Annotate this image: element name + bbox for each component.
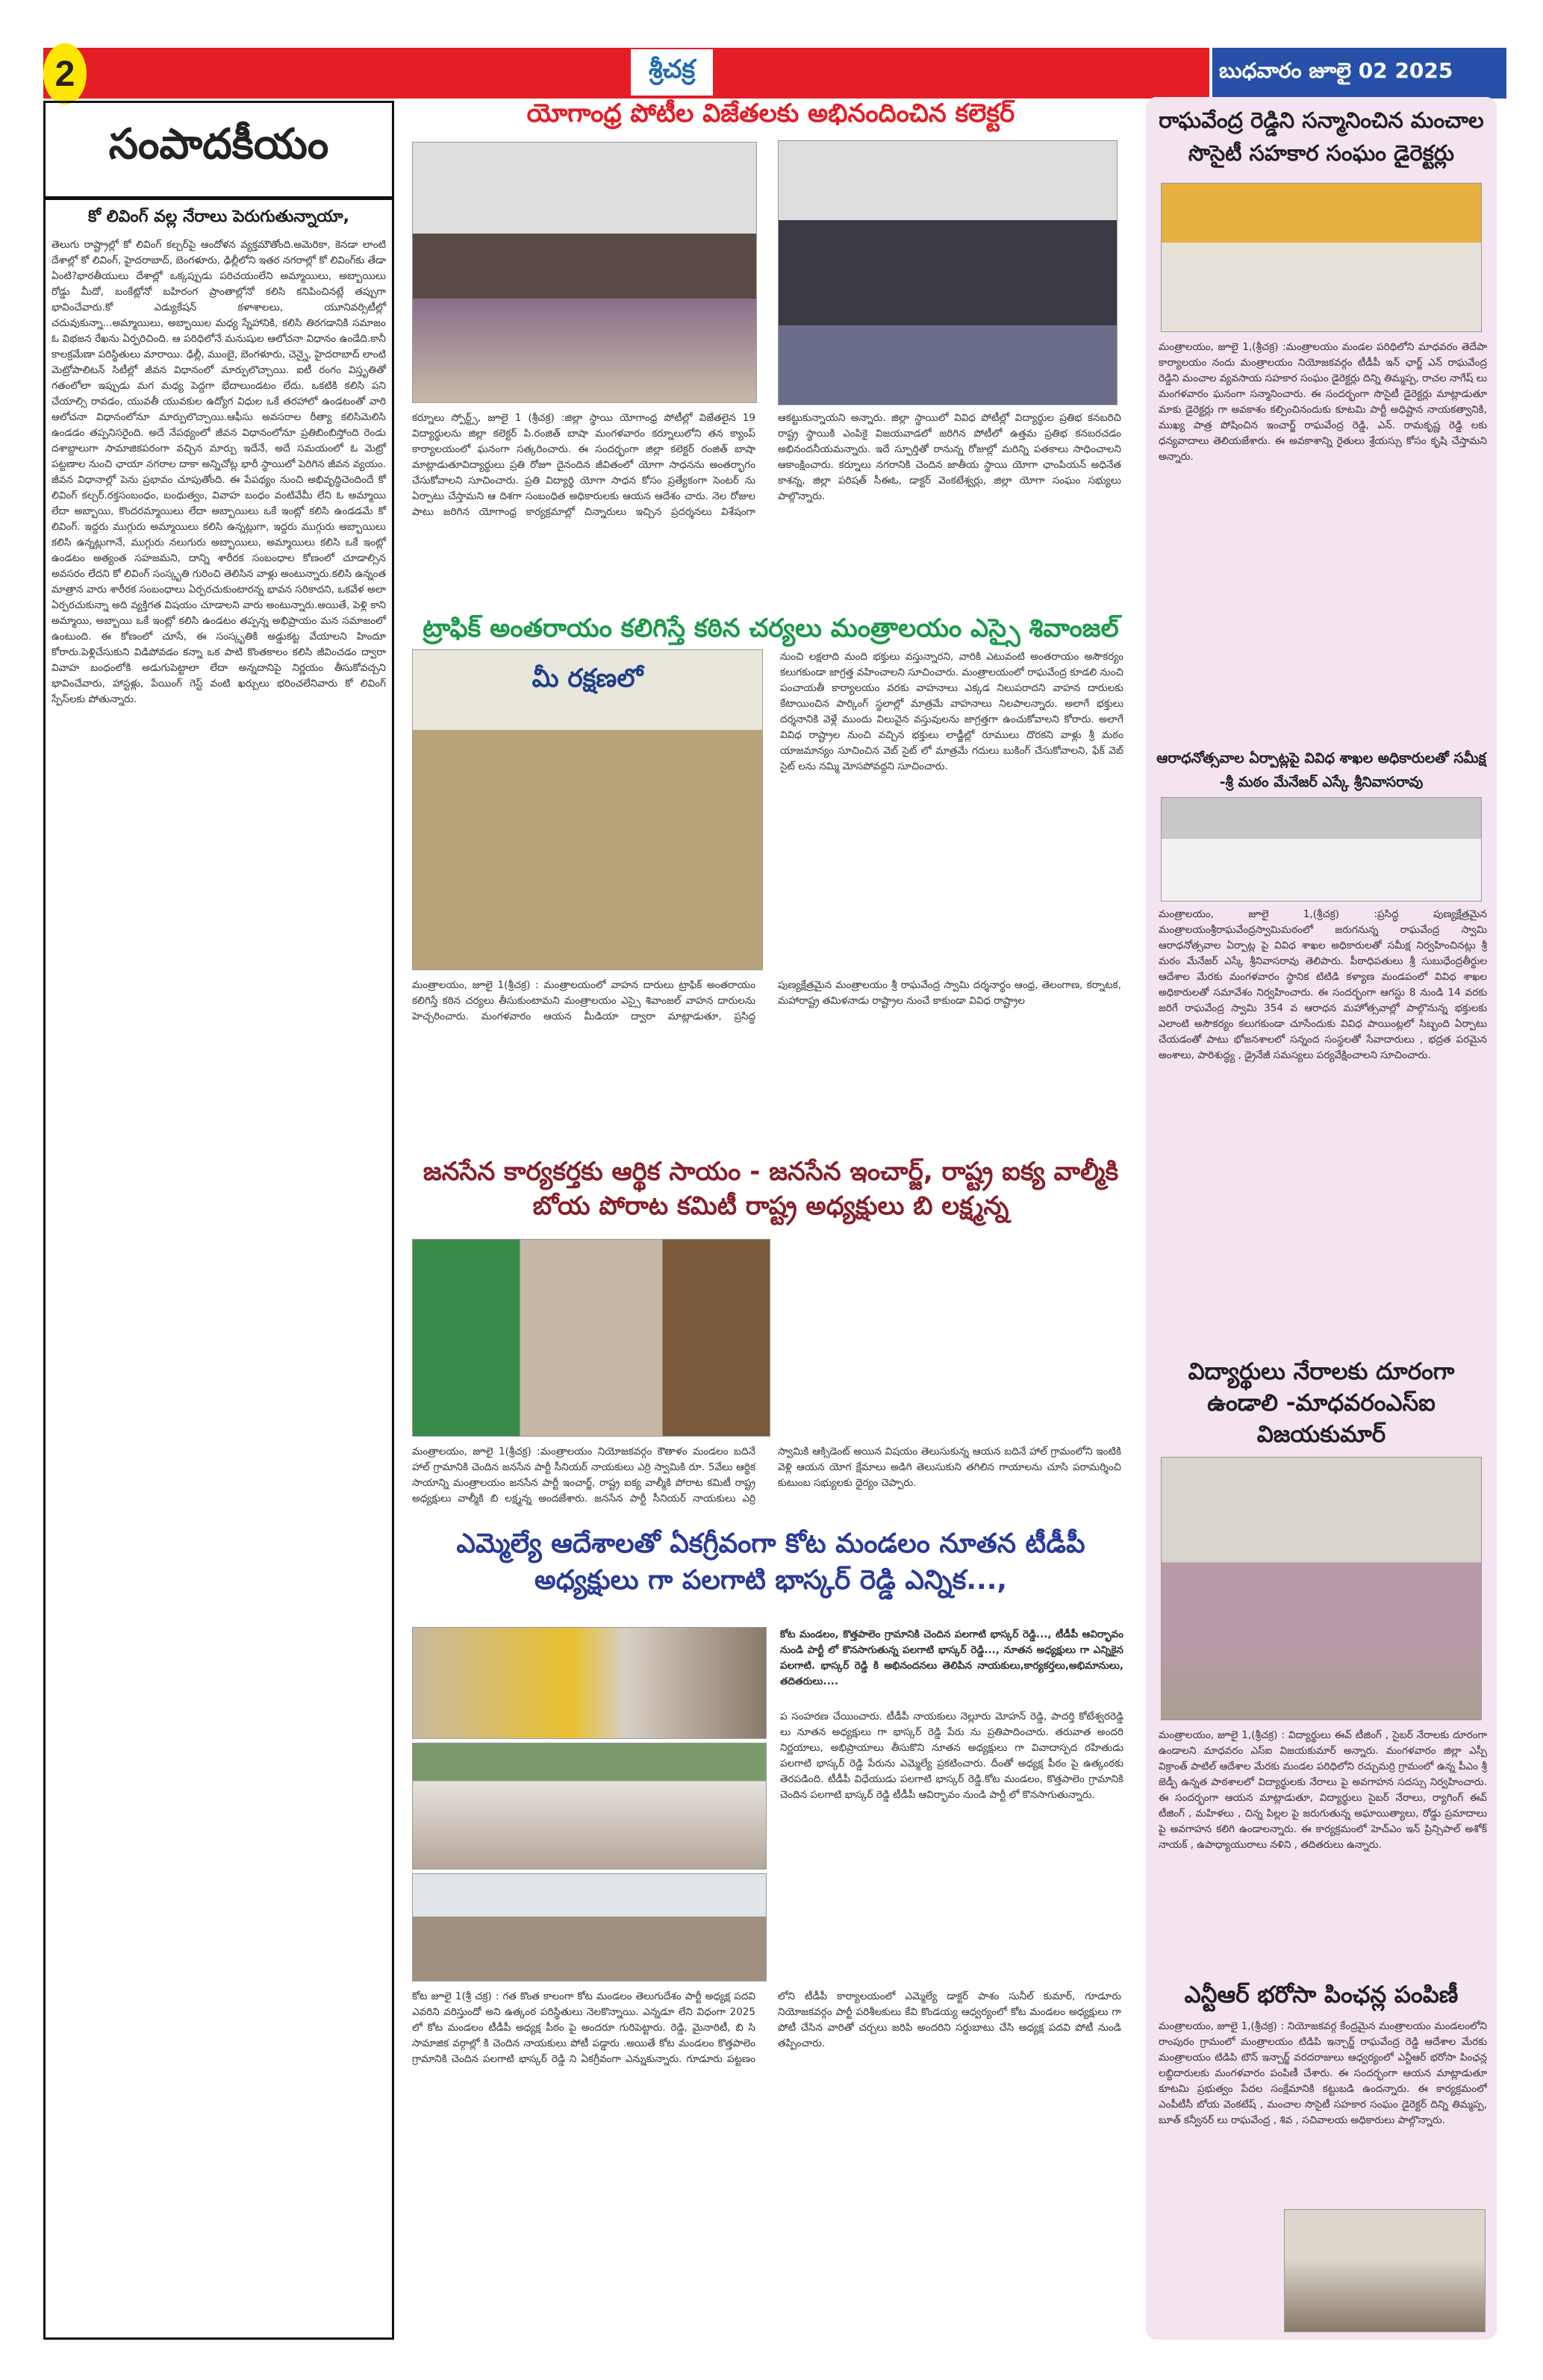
issue-date: బుధవారం జూలై 02 2025 — [1219, 58, 1453, 83]
editorial-headline: కో లివింగ్ వల్ల నేరాలు పెరుగుతున్నాయా, — [88, 207, 349, 226]
tdp-body-bottom: కోట జూలై 1(శ్రీ చక్ర) : గత కొంత కాలంగా కోట మండలం తెలుగుదేశం పార్టీ అధ్యక్ష పదవి ఎవరిని వరిస్తుందో అని ఉత్కంఠ పరిస్థితులు నెలకొన్నాయి. ఎన్నడూ లేని విధంగా 2025 లో కోట మండలం టీడీపీ అధ్యక్ష పీఠం పై అందరూ గురిపెట్టారు. రెడ్డి, మైనారిటీ, బి సి సామాజిక వర్గాల్లో కి చెందిన నాయకులు పోటీ పడ్డారు .అయితే కోట మండలం కొత్తపాలెం గ్రామానికి చెందిన పలగాటి భాస్కర్ రెడ్డి ని ఏకగ్రీవంగా ఎన్నుకున్నారు. గూడూరు పట్టణం లోని టీడీపీ కార్యాలయంలో ఎమ్మెల్యే డాక్టర్ పాశం సునీల్ కుమార్, గూడూరు నియోజకవర్గం పార్టీ పరిశీలకులు కేవి కొండయ్య ఆధ్వర్యంలో కోట మండలం అధ్యక్షులు గా పోటీ చేసిన వారితో చర్చలు జరిపి అందరిని సర్దుబాటు చేసి అధ్యక్ష పదవి పోటీ నుండి తప్పించారు. — [412, 1990, 1121, 2065]
traffic-body-bottom: మంత్రాలయం, జూలై 1(శ్రీచక్ర) : మంత్రాలయంలో వాహన దారులు ట్రాఫిక్ అంతరాయం కలిగిస్తే కఠిన చర్యలు తీసుకుంటామని మంత్రాలయం ఎస్సై శివాంజల్ వాహన దారులను హెచ్చరించారు. మంగళవారం ఆయన మీడియా ద్వారా మాట్లాడుతూ, ప్రసిద్ధ పుణ్యక్షేత్రమైన మంత్రాలయం శ్రీ రాఘవేంద్ర స్వామి దర్శనార్థం ఆంధ్ర, తెలంగాణ, కర్నాటక, మహారాష్ట్ర తమిళనాడు రాష్ట్రాల నుంచే కాకుండా వివిధ రాష్ట్రాల — [412, 979, 1121, 1022]
story3-photo — [1161, 1457, 1482, 1720]
story2-body: మంత్రాలయం, జూలై 1,(శ్రీచక్ర) :ప్రసిద్ధ పుణ్యక్షేత్రమైన మంత్రాలయంశ్రీరాఘవేంద్రస్వామిమఠంలో జరుగనున్న రాఘవేంద్ర స్వామి ఆరాధనోత్సవాల ఏర్పాట్ల పై వివిధ శాఖల అధికారులతో సమీక్ష నిర్వహించినట్లు శ్రీ మఠం మేనేజర్ ఎస్కే శ్రీనివాసరావు తెలిపారు. పీఠాధిపతులు శ్రీ సుబుధేంద్రతీర్థుల ఆదేశాల మేరకు మంగళవారం స్థానిక టిటిడి కళ్యాణ మండపంలో వివిధ శాఖల అధికారులతో సమావేశం నిర్వహించారు. ఈ సందర్భంగా ఆగస్టు 8 నుండి 14 వరకు జరిగే రాఘవేంద్ర స్వామి 354 వ ఆరాధన మహోత్సవాల్లో పాల్గొనున్న భక్తులకు ఎలాంటి అసౌకర్యం కలుగకుండా చూసేందుకు వివిధ పాయింట్లలో సిబ్బంది ఏర్పాటు చేయడంతో పాటు భోజనశాలలో సన్నంద సంస్థలతో సేవాదారులు , భద్రత పరమైన అంశాలు, పారిశుద్ధ్య , డ్రైనేజీ సమస్యలు పర్యవేక్షించాలని సూచించారు. — [1159, 908, 1487, 1061]
story4-photo — [1284, 2209, 1486, 2332]
story2-photo — [1161, 797, 1482, 902]
tdp-lead: కోట మండలం, కొత్తపాలెం గ్రామానికి చెందిన పలగాటి భాస్కర్ రెడ్డి..., టీడీపీ ఆవిర్భావం నుండి పార్టీ లో కొనసాగుతున్న పలగాటి భాస్కర్ రెడ్డి..., నూతన అధ్యక్షులు గా ఎన్నికైన పలగాటి. భాస్కర్ రెడ్డి కి అభినందనలు తెలిపిన నాయకులు,కార్యకర్తలు,అభిమానులు, తదితరులు.... — [780, 1628, 1123, 1687]
photo-sign-text: మీ రక్షణలో — [532, 663, 643, 693]
editorial-title: సంపాదకీయం — [46, 103, 392, 200]
traffic-si-photo — [412, 649, 763, 970]
janasena-photo — [412, 1239, 770, 1437]
tdp-body-right: ప సంహరణ చేయించారు. టీడీపీ నాయకులు నెల్లూరు మోహన్ రెడ్డి, పాదర్తి కోటేశ్వరరెడ్డి లు నూతన అధ్యక్షులు గా భాస్కర్ రెడ్డి పేరు ను ప్రతిపాదించారు. తరువాత అందరి నిర్ణయాలు, అభిప్రాయాలు తీసుకొని నూతన అధ్యక్షులు గా వివాదాస్పద రహితుడు పలగాటి భాస్కర్ రెడ్డి పేరును ఎమ్మెల్యే ప్రకటించారు. దీంతో అధ్యక్ష పీఠం పై ఉత్కంఠకు తెరపడింది. టీడీపీ విధేయుడు పలగాటి భాస్కర్ రెడ్డి.కోట మండలం, కొత్తపాలెం గ్రామానికి చెందిన పలగాటి భాస్కర్ రెడ్డి టీడీపీ ఆవిర్భావం నుండి పార్టీ లో కొనసాగుతున్నారు. — [780, 1711, 1123, 1801]
story1-headline: రాఘవేంద్ర రెడ్డిని సన్మానించిన మంచాల సొసైటీ సహకార సంఘం డైరెక్టర్లు — [1159, 107, 1484, 166]
janasena-headline: జనసేన కార్యకర్తకు ఆర్థిక సాయం - జనసేన ఇంచార్జ్, రాష్ట్ర ఐక్య వాల్మీకి బోయ పోరాట కమిటీ రాష్ట్ర అధ్యక్షులు బి లక్ష్మన్న — [423, 1157, 1119, 1221]
yoga-headline: యోగాంధ్ర పోటీల విజేతలకు అభినందించిన కలెక్టర్ — [526, 99, 1015, 128]
yoga-photo-1 — [412, 142, 757, 403]
editorial-column — [43, 101, 394, 2340]
yoga-body: కర్నూలు స్పోర్ట్స్, జూలై 1 (శ్రీచక్ర) :జిల్లా స్థాయి యోగాంధ్ర పోటీల్లో విజేతలైన 19 విద్యార్థులను జిల్లా కలెక్టర్ పి.రంజిత్ బాషా మంగళవారం కర్నూలులోని తన క్యాంప్ కార్యాలయంలో ఘనంగా సత్కరించారు. ఈ సందర్భంగా జిల్లా కలెక్టర్ రంజిత్ బాషా మాట్లాడుతూవిద్యార్థులు ప్రతి రోజూ దైనందిన జీవితంలో యోగా సాధనను అంతర్భాగం చేసుకోవాలని సూచించారు. ప్రతి విద్యార్థి యోగా సాధన కోసం ప్రత్యేకంగా సెంటర్ ను ఏర్పాటు చేస్తామని ఆ దిశగా సంబంధిత అధికారులకు ఆయన ఆదేశం చారు. నెల రోజుల పాటు జరిగిన యోగాంధ్ర కార్యక్రమాల్లో చిన్నారులు ఇచ్చిన ప్రదర్శనలు విశేషంగా ఆకట్టుకున్నాయని అన్నారు. జిల్లా స్థాయిలో వివిధ పోటీల్లో విద్యార్థుల ప్రతిభ కనబరిచి రాష్ట్ర స్థాయికి ఎంపికై విజయవాడలో జరిగిన పోటీలో ఉత్తమ ప్రతిభ కనబరచడం అభినందనీయమన్నారు. ఇదే స్ఫూర్తితో రానున్న రోజుల్లో మరిన్ని పతకాలు సాధించాలని ఆకాంక్షించారు. కర్నూలు నగరానికి చెందిన జాతీయ స్థాయి యోగా ఛాంపియన్ అధినేత కాశన్న, జిల్లా పరిషత్ సీఈఓ, డాక్టర్ వెంకటేశ్వర్లు, జిల్లా యోగా సంఘం సభ్యులు పాల్గొన్నారు. — [412, 412, 1121, 518]
janasena-body: మంత్రాలయం, జూలై 1(శ్రీచక్ర) :మంత్రాలయం నియోజకవర్గం కౌతాళం మండలం బదినే హాల్ గ్రామానికి చెందిన జనసేన పార్టీ సీనియర్ నాయకులు ఎర్రి స్వామికి రూ. 5వేలు ఆర్థిక సాయాన్ని మంత్రాలయం జనసేన పార్టీ ఇంచార్జ్, రాష్ట్ర ఐక్య వాల్మీకి పోరాట కమిటీ రాష్ట్ర అధ్యక్షులు వాల్మీకి బి లక్ష్మన్న అందజేశారు. జనసేన పార్టీ సీనియర్ నాయకులు ఎర్రి స్వామికి ఆక్సిడెంట్ అయిన విషయం తెలుసుకున్న ఆయన బదినే హాల్ గ్రామంలోని ఇంటికి వెళ్లి ఆయన యోగ క్షేమాలు అడిగి తెలుసుకుని తగిలిన గాయాలను చూసి పరామర్శించి కుటుంబ సభ్యులకు ధైర్యం చెప్పారు. — [412, 1446, 1121, 1505]
editorial-body: తెలుగు రాష్ట్రాల్లో కో లివింగ్ కల్చర్‌పై ఆందోళన వ్యక్తమౌతోంది.అమెరికా, కెనడా లాంటి దేశాల్లో కో లివింగ్, హైదరాబాద్, బెంగళూరు, ఢిల్లీలోని ఇతర నగరాల్లో కో లివింగ్‌కు తేడా ఏంటి?భారతీయులు దేశాల్లో ఒక్కప్పుడు పరిచయంలేని అమ్మాయిలు, అబ్బాయిలు రోడ్డు మీదో, బంకేట్లోనో బహిరంగ ప్రాంతాల్లోనో కలిసి కనిపించినట్లే తప్పుగా భావించేవారు.కో ఎడ్యుకేషన్ కళాశాలలు, యూనివర్సిటీల్లో చదువుకున్నా...అమ్మాయిలు, అబ్బాయిల మధ్య స్నేహానికి, కలిసి తిరగడానికి సమాజం ఓ విభజన రేఖను ఏర్పరిచింది. ఆ పరిధిలోనే మనుషుల ఆలోచనా విధానం ఉండేది.కానీ కాలక్రమేణా పరిస్థితులు మారాయి. ఢిల్లీ, ముంబై, బెంగళూరు, చెన్నై, హైదరాబాద్ లాంటి మెట్రోపాలిటన్ సిటీల్లో జీవన విధానంలో మార్పులొచ్చాయి. ఐటీ రంగం విస్తృతితో గతంలోలా ఇప్పుడు మగ మధ్య పెద్దగా భేదాలుండటం లేదు. ఒకటికి కలిసి పని చేయాల్సి రావడం, యువతీ యువకుల ఉద్యోగ విధుల ఒకే తరహాలో ఉండటంతో వారి ఆలోచనా విధానంలోనూ మార్పులొచ్చాయి.ఆఫీసు అవసరాల రీత్యా కలిసిమెలిసి ఉండడం తప్పనిసరైంది. అదే నేపథ్యంలో జీవన విధానంలోనూ ప్రతిబింబిస్తోంది రెండు దశాబ్దాలుగా సామాజికపరంగా వచ్చిన మార్పు ఇదేనే, అదే సమయంలో ఓ మెట్రో పట్టణాల నుంచి ఛాయా నగరాల దాకా అన్నిచోట్ల భారీ స్థాయిలో పెరిగిన జీవన వ్యయం. జీవన విధానాల్లో పెను ప్రభావం చూపుతోంది. ఈ పేపథ్యం నుంచి అభివృద్ధిచెందిందే కో లివింగ్ కల్చర్.రక్తసంబంధం, బంధుత్వం, వివాహ బంధం వంటివేమీ లేని ఓ అమ్మాయి లేదా అబ్బాయి, కొందరమ్మాయిలు లేదా అబ్బాయిలు ఒకే ఇంట్లో కలిసి ఉండడమే కో లివింగ్. ఇద్దరు ముగ్గురు అమ్మాయిలు కలిసి ఉన్నట్లుగా, ఇద్దరు ముగ్గురు అబ్బాయిలు కలిసి ఉన్నట్లుగానే, ముగ్గురు నలుగురు అబ్బాయిలు, అమ్మాయిలు కలిసి ఒకే ఇంట్లో ఉండటం అత్యంత సహజమని, దాన్ని శారీరక సంబంధాల కోణంలో చూడాల్సిన అవసరం లేదని కో లివింగ్ సంస్కృతి గురించి తెలిసిన వాళ్లు అంటున్నారు.కలిసి ఉన్నంత మాత్రాన వారు శారీరక సంబంధాలు ఏర్పరచుకుంటారన్న భావన సరికాదని, ఒకవేళ అలా ఏర్పరచుకున్నా అది వ్యక్తిగత విషయం చూడాలని వారు అంటున్నారు.అయితే, పెళ్లి కాని అమ్మాయి, అబ్బాయి ఒకే ఇంట్లో కలిసి ఉండటం తప్పన్న అభిప్రాయం మన సమాజంలో ఉంటుంది. ఈ కోణంలో చూసే, ఈ సంస్కృతికి అడ్డుకట్ట వేయాలని హిందూ కోరారు.పెళ్లిచేసుకుని విడిపోవడం కన్నా ఒక పాటి కొంతకాలం కలిసి జీవించడం ద్వారా వివాహ బంధంలోకి అడుగుపెట్టాలా లేదా అన్నదానిపై నిర్ణయం తీసుకోవచ్చని భావించేవారు, హాస్టళ్లు, పేయింగ్ గెస్ట్ వంటి ఖర్చులు భరించలేనివారు కో లివింగ్ స్పేస్‌లకు పోతున్నారు. — [52, 239, 387, 705]
story3-block — [1153, 1357, 1489, 1720]
page-number: 2 — [43, 43, 87, 104]
story3-headline: విద్యార్థులు నేరాలకు దూరంగా ఉండాలి -మాధవరంఎస్ఐ విజయకుమార్ — [1188, 1358, 1455, 1448]
story3-body: మంత్రాలయం, జూలై 1,(శ్రీచక్ర) : విద్యార్థులు ఈవ్ టీజింగ్ , సైబర్ నేరాలకు దూరంగా ఉండాలని మాధవరం ఎస్ఐ విజయకుమార్ అన్నారు. మంగళవారం జిల్లా ఎస్పీ విక్రాంత్ పాటిల్ ఆదేశాల మేరకు మండల పరిధిలోని రచ్చుమర్రి గ్రామంలో ఉన్న పీఎం శ్రీ జెడ్పీ ఉన్నత పాఠశాలలో విద్యార్థులకు నేరాలు పై అవగాహన సదస్సు నిర్వహించారు. ఈ సందర్భంగా ఆయన మాట్లాడుతూ, విద్యార్థులు సైబర్ నేరాలు, ర్యాగింగ్ ఈవ్ టీజింగ్ , మహిళలు , చిన్న పిల్లల పై జరుగుతున్న అఘాయిత్యాలు, రోడ్డు ప్రమాదాలు పై అవగాహన కలిగి ఉండాలన్నారు. ఈ కార్యక్రమంలో హెచ్ఎం ఇన్ ప్రిన్సిపాల్ అశోక్ నాయక్ , ఉపాధ్యాయురాలు నళిని , తదితరులు ఉన్నారు. — [1159, 1729, 1487, 1851]
story1-body: మంత్రాలయం, జూలై 1,(శ్రీచక్ర) :మంత్రాలయం మండల పరిధిలోని మాధవరం తెదేపా కార్యాలయం నందు మంత్రాలయం నియోజకవర్గం టీడీపీ ఇన్ ఛార్జ్ ఎన్ రాఘవేంద్ర రెడ్డిని మంచాల వ్యవసాయ సహకార సంఘం డైరెక్టర్లు దిన్ని తిమ్మప్ప, రాచల నాగేష్ లు మంగళవారం ఘనంగా సన్మానించారు. ఈ సందర్భంగా సొసైటీ డైరెక్టర్లు మాట్లాడుతూ మాకు డైరెక్టర్లు గా అవకాశం కల్పించినందుకు కూటమి పార్టీ అధిష్టాన నాయకత్వానికి, ముఖ్య పాత్ర పోషించిన ఇంచార్జ్ రాఘవేంద్ర రెడ్డి, ఎన్. రామకృష్ణ రెడ్డి లకు ధన్యవాదాలు తెలియజేశారు. ఈ అవకాశాన్ని రైతులు శ్రేయస్సు కోసం కృషి చేస్తామని అన్నారు. — [1159, 341, 1487, 463]
story4-body: మంత్రాలయం, జూలై 1,(శ్రీచక్ర) : నియోజకవర్గ కేంద్రమైన మంత్రాలయం మండలంలోని రాంపురం గ్రామంలో మంత్రాలయం టిడిపి ఇన్చార్జ్ రాఘవేంద్ర రెడ్డి ఆదేశాల మేరకు మంత్రాలయం టిడిపి టౌన్ ఇన్చార్జ్ వరదరాజులు ఆధ్వర్యంలో ఎన్టీఆర్ భరోసా పింఛన్ల లబ్ధిదారులకు మంగళవారం పంపిణీ చేశారు. ఈ సందర్భంగా ఆయన మాట్లాడుతూ కూటమి ప్రభుత్వం పేదల సంక్షేమానికి కట్టుబడి ఉందన్నారు. ఈ కార్యక్రమంలో ఎంపీటీసీ బోయ వెంకటేష్ , మంచాల సొసైటీ సహకార సంఘం డైరెక్టర్ దిన్ని తిమ్మప్ప, బూత్ కన్వీనర్ లు రాఘవేంద్ర , శివ , సచివాలయ అధికారులు పాల్గొన్నారు. — [1159, 2020, 1487, 2126]
tdp-headline: ఎమ్మెల్యే ఆదేశాలతో ఏకగ్రీవంగా కోట మండలం నూతన టీడీపీ అధ్యక్షులు గా పలగాటి భాస్కర్ రెడ్డి ఎన్నిక..., — [456, 1528, 1085, 1596]
traffic-headline: ట్రాఫిక్ అంతరాయం కలిగిస్తే కఠిన చర్యలు మంత్రాలయం ఎస్సై శివాంజల్ — [423, 613, 1119, 643]
tdp-photo-1 — [412, 1627, 767, 1739]
yoga-photo-2 — [778, 140, 1117, 405]
story4-headline: ఎన్టీఆర్ భరోసా పింఛన్ల పంపిణీ — [1184, 1981, 1459, 2008]
story2-headline: ఆరాధనోత్సవాల ఏర్పాట్లపై వివిధ శాఖల అధికారులతో సమీక్ష -శ్రీ మఠం మేనేజర్ ఎస్కే శ్రీనివాసరావు — [1156, 750, 1486, 791]
traffic-body-right: నుంచి లక్షలాది మంది భక్తులు వస్తున్నారని, వారికి ఎటువంటి అంతరాయం అసౌకర్యం కలుగకుండా జాగ్రత్త వహించాలని సూచించారు. మంత్రాలయంలో రాఘవేంద్ర కూడలి నుంచి పంచాయతీ కార్యాలయం వరకు వాహనాలు ఎక్కడ నిలుపరాదని వాహన దారులకు కేటాయించిన పార్కింగ్ స్థలాల్లో మాత్రమే వాహనాలు నిలపాలన్నారు. అలాగే భక్తులు దర్శనానికి వెళ్లే ముందు విలువైన వస్తువులను జాగ్రత్తగా ఉంచుకోవాలని కోరారు. అలాగే వివిధ రాష్ట్రాల నుంచి వచ్చిన భక్తులు లాడ్జీల్లో రూములు దొరకని వాళ్లు శ్రీ మఠం యాజమాన్యం సూచించిన వెబ్ సైట్ లో మాత్రమే గదులు బుకింగ్ చేసుకోవాలని, ఫేక్ వెబ్ సైట్ లను నమ్మి మోసపోవద్దని సూచించారు. — [780, 651, 1123, 772]
tdp-photo-3 — [412, 1873, 767, 1981]
tdp-photo-2 — [412, 1743, 767, 1870]
story1-photo — [1161, 183, 1482, 332]
newspaper-logo: శ్రీచక్ర — [631, 49, 713, 96]
